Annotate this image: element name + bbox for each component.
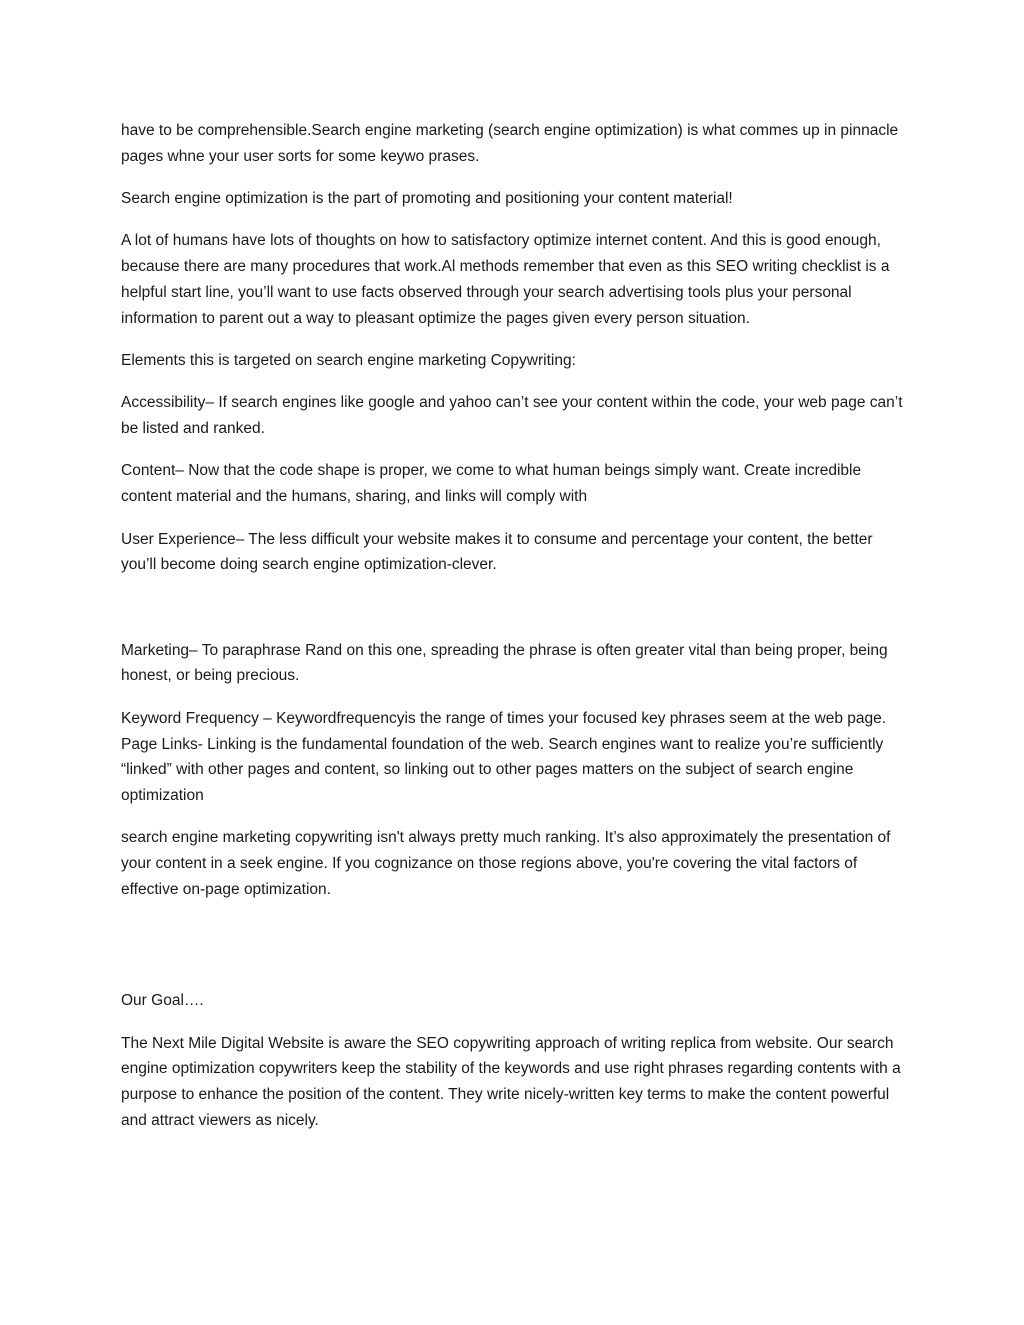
paragraph-user-experience: User Experience– The less difficult your website makes it to consume and percentage your content, the better you’ll become doing search engine optimization-clever. <box>121 530 873 574</box>
paragraph-our-goal-body: The Next Mile Digital Website is aware the SEO copywriting approach of writing replica from website. Our search engine optimization copywriters keep the stability of the keywords and use right phrases regarding contents with a purpose to enhance the position of the content. They write nicely-written key terms to make the content powerful and attract viewers as nicely. <box>121 1034 901 1130</box>
paragraph-our-goal-heading: Our Goal…. <box>121 992 204 1010</box>
blank-line-spacer <box>121 595 907 638</box>
paragraph-seo-definition: Search engine optimization is the part of promoting and positioning your content material! <box>121 190 733 208</box>
paragraph-content: Content– Now that the code shape is proper, we come to what human beings simply want. Create incredible content material and the humans, sharing, and links will comply with <box>121 462 862 506</box>
document-body <box>121 118 907 1150</box>
paragraph-optimization-thoughts: A lot of humans have lots of thoughts on how to satisfactory optimize internet content. And this is good enough, because there are many procedures that work.Al methods remember that even as this SEO writing checklist is a helpful start line, you’ll want to use facts observed through your search advertising tools plus your personal information to parent out a way to pleasant optimize the pages given every person situation. <box>121 232 890 327</box>
paragraph-intro: have to be comprehensible.Search engine marketing (search engine optimization) is what commes up in pinnacle pages whne your user sorts for some keywo prases. <box>121 122 899 165</box>
paragraph-accessibility: Accessibility– If search engines like google and yahoo can’t see your content within the code, your web page can’t be listed and ranked. <box>121 394 903 438</box>
paragraph-elements-heading: Elements this is targeted on search engine marketing Copywriting: <box>121 352 576 370</box>
paragraph-keyword-frequency: Keyword Frequency – Keywordfrequencyis the range of times your focused key phrases seem at the web page. Page Links- Linking is the fundamental foundation of the web. Search engines want to realize you’re sufficiently “linked” with other pages and content, so linking out to other pages matters on the subject of search engine optimization <box>121 709 887 805</box>
paragraph-marketing: Marketing– To paraphrase Rand on this one, spreading the phrase is often greater vital than being proper, being honest, or being precious. <box>121 641 888 685</box>
paragraph-copywriting-summary: search engine marketing copywriting isn't always pretty much ranking. It’s also approximately the presentation of your content in a seek engine. If you cognizance on those regions above, you're covering the vital factors of effective on-page optimization. <box>121 829 891 899</box>
blank-line-spacer <box>121 919 907 988</box>
